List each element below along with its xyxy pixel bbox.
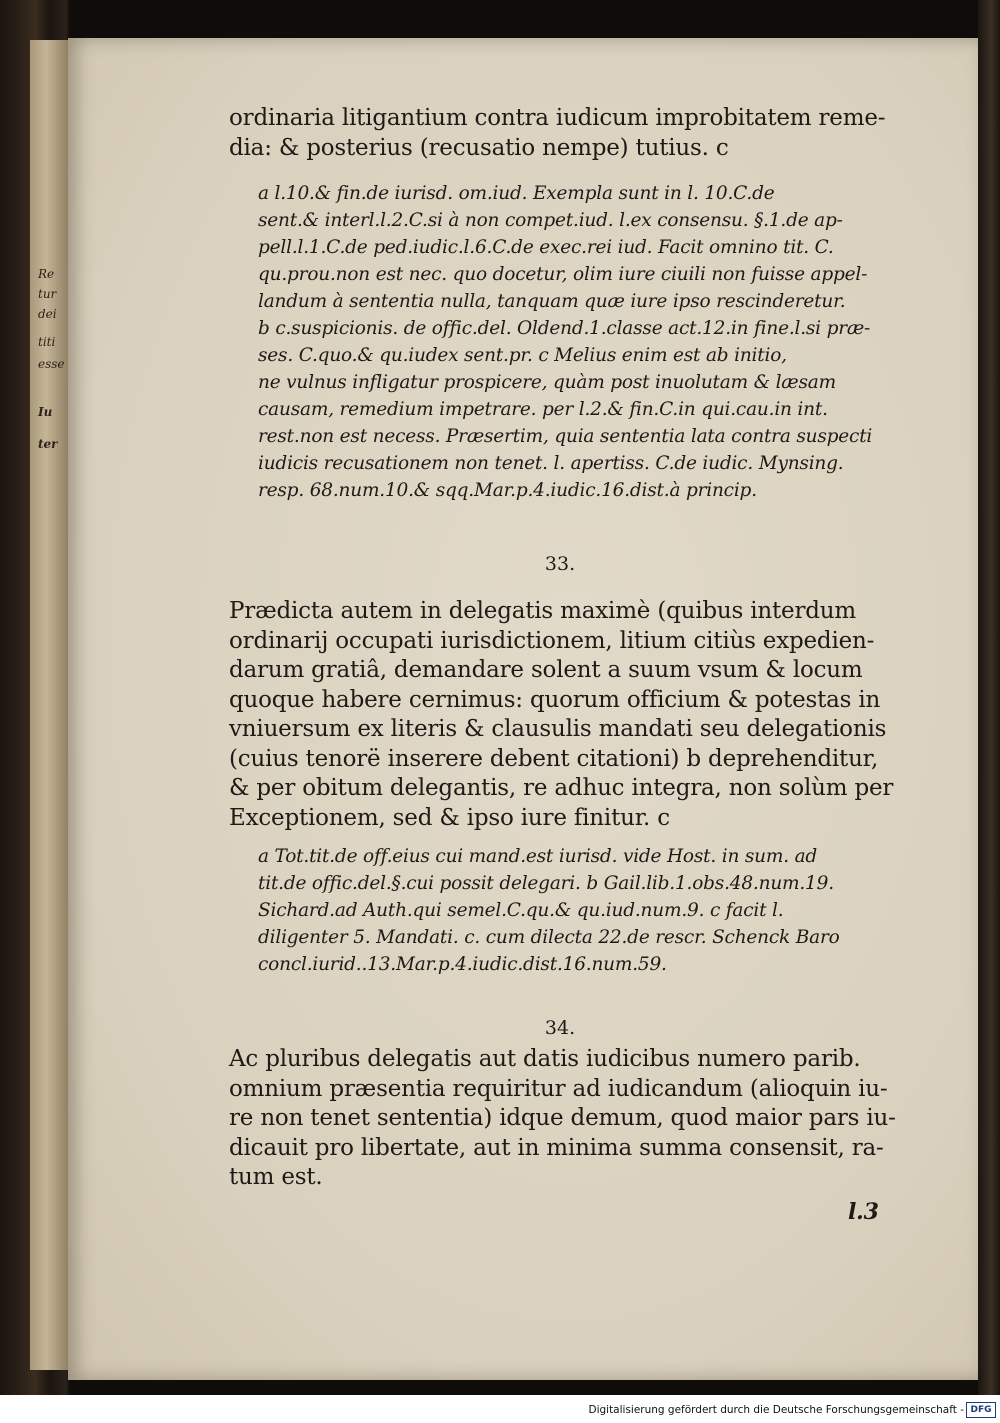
text-line: quoque habere cernimus: quorum officium & potestas in [229, 686, 881, 713]
note-line: ses. C.quo.& qu.iudex sent.pr. c Melius enim est ab initio, [258, 345, 787, 366]
margin-fragment: dei [38, 307, 57, 321]
footnotes-1 [258, 180, 872, 504]
binding-edge [978, 0, 1000, 1395]
main-paragraph-3 [229, 1045, 896, 1193]
text-line: Exceptionem, sed & ipso iure finitur. c [229, 804, 670, 831]
text-line: Ac pluribus delegatis aut datis iudicibus numero parib. [229, 1046, 861, 1072]
text-line: omnium præsentia requiritur ad iudicandum (alioquin iu- [229, 1075, 888, 1102]
text-line: (cuius tenorë inserere debent citationi) b deprehenditur, [229, 745, 879, 772]
note-line: causam, remedium impetrare. per l.2.& fin.C.in qui.cau.in int. [258, 399, 828, 420]
dfg-logo-icon: DFG [966, 1402, 996, 1418]
text-line: dia: & posterius (recusatio nempe) tutius. c [229, 134, 729, 161]
text-line: & per obitum delegantis, re adhuc integra, non solùm per [229, 775, 894, 801]
margin-fragment: ter [38, 437, 58, 451]
text-line: darum gratiâ, demandare solent a suum vsum & locum [229, 657, 863, 683]
section-number-33: 33. [544, 553, 576, 575]
note-line: Sichard.ad Auth.qui semel.C.qu.& qu.iud.num.9. c facit l. [258, 900, 784, 921]
text-line: dicauit pro libertate, aut in minima summa consensit, ra- [229, 1134, 884, 1161]
note-line: a l.10.& fin.de iurisd. om.iud. Exempla sunt in l. 10.C.de [258, 183, 775, 204]
text-line: ordinaria litigantium contra iudicum improbitatem reme- [229, 105, 886, 131]
note-line: qu.prou.non est nec. quo docetur, olim iure ciuili non fuisse appel- [258, 264, 868, 285]
note-line: diligenter 5. Mandati. c. cum dilecta 22.de rescr. Schenck Baro [258, 927, 840, 948]
margin-fragment: Re [38, 267, 55, 281]
note-line: ne vulnus infligatur prospicere, quàm post inuolutam & læsam [258, 372, 836, 393]
text-line: tum est. [229, 1164, 323, 1190]
note-line: pell.l.1.C.de ped.iudic.l.6.C.de exec.rei iud. Facit omnino tit. C. [258, 237, 834, 258]
text-line: ordinarij occupati iurisdictionem, litium citiùs expedien- [229, 627, 875, 654]
note-line: resp. 68.num.10.& sqq.Mar.p.4.iudic.16.dist.à princip. [258, 480, 757, 501]
main-paragraph-2 [229, 597, 893, 833]
text-line: re non tenet sententia) idque demum, quod maior pars iu- [229, 1105, 896, 1131]
note-line: rest.non est necess. Præsertim, quia sententia lata contra suspecti [258, 426, 873, 447]
note-line: tit.de offic.del.§.cui possit delegari. b Gail.lib.1.obs.48.num.19. [258, 873, 834, 894]
note-line: landum à sententia nulla, tanquam quæ iure ipso rescinderetur. [258, 291, 846, 312]
section-number-34: 34. [544, 1017, 576, 1039]
text-line: vniuersum ex literis & clausulis mandati seu delegationis [229, 716, 887, 742]
margin-fragment: tur [38, 287, 57, 301]
note-line: a Tot.tit.de off.eius cui mand.est iurisd. vide Host. in sum. ad [258, 846, 818, 867]
margin-fragment: titi [38, 335, 56, 349]
margin-fragment: Iu [38, 405, 53, 419]
previous-page-edge [30, 40, 70, 1370]
note-line: b c.suspicionis. de offic.del. Oldend.1.classe act.12.in fine.l.si præ- [258, 318, 871, 339]
catchword: l.3 [848, 1199, 879, 1225]
main-paragraph-1 [229, 104, 885, 163]
footnotes-2 [258, 843, 840, 978]
note-line: iudicis recusationem non tenet. l. apertiss. C.de iudic. Mynsing. [258, 453, 844, 474]
footer-credit: Digitalisierung gefördert durch die Deutsche Forschungsgemeinschaft - [588, 1404, 964, 1416]
margin-fragment: esse [38, 357, 65, 371]
note-line: concl.iurid..13.Mar.p.4.iudic.dist.16.num.59. [258, 954, 667, 975]
text-line: Prædicta autem in delegatis maximè (quibus interdum [229, 598, 857, 624]
note-line: sent.& interl.l.2.C.si à non compet.iud. l.ex consensu. §.1.de ap- [258, 210, 843, 231]
